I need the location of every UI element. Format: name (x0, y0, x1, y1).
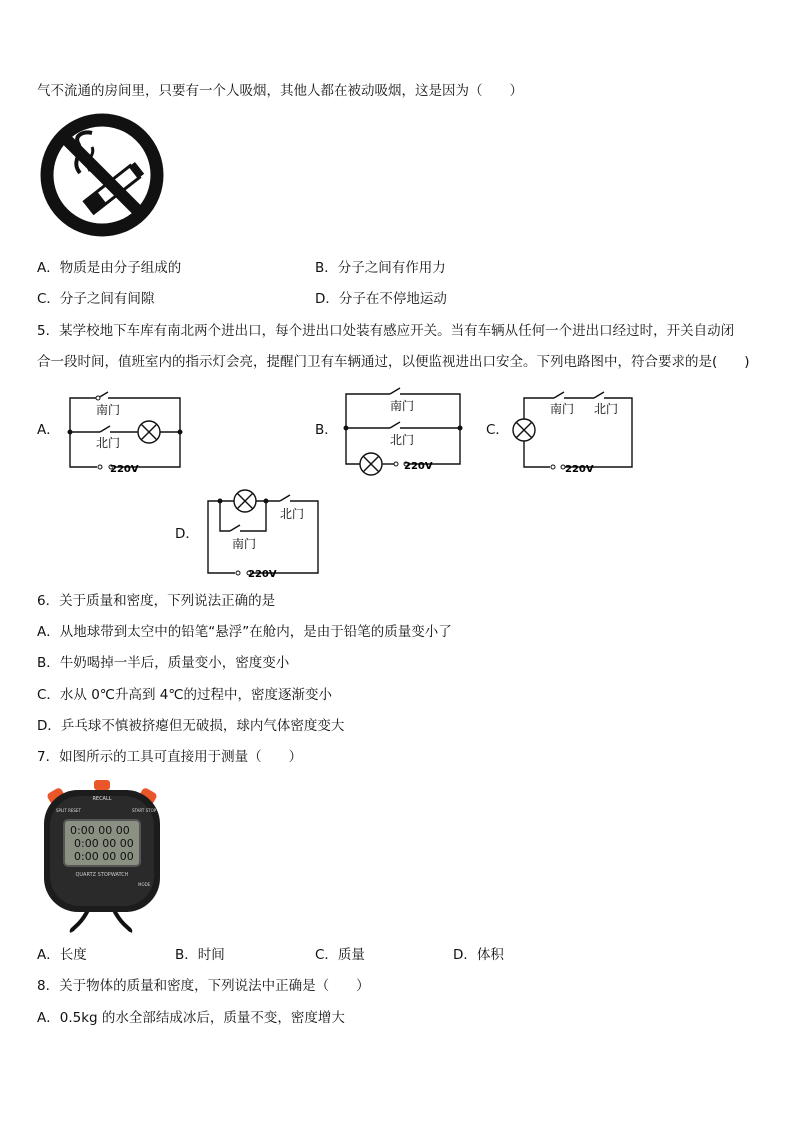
q8-stem: 8．关于物体的质量和密度，下列说法中正确是（ ） (37, 978, 370, 994)
q4-option-d[interactable]: D．分子在不停地运动 (315, 291, 447, 307)
q7-option-a[interactable]: A．长度 (37, 947, 87, 963)
q4-option-b[interactable]: B．分子之间有作用力 (315, 260, 446, 276)
svg-text:北门: 北门 (390, 433, 415, 447)
svg-text:RECALL: RECALL (92, 796, 112, 802)
voltage-label: 220V (110, 464, 139, 475)
stopwatch-icon (40, 778, 165, 933)
south-gate-label: 南门 (96, 403, 121, 417)
q6-option-c[interactable]: C．水从 0℃升高到 4℃的过程中，密度逐渐变小 (37, 687, 333, 703)
circuit-b (338, 384, 468, 476)
svg-text:北门: 北门 (594, 402, 619, 416)
q7-option-d[interactable]: D．体积 (453, 947, 504, 963)
q5-stem-line2: 合一段时间，值班室内的指示灯会亮，提醒门卫有车辆通过，以便监视进出口安全。下列电路图中，符合要求的是( ) (37, 354, 750, 370)
svg-text:QUARTZ STOPWATCH: QUARTZ STOPWATCH (75, 872, 129, 878)
q6-option-a[interactable]: A．从地球带到太空中的铅笔“悬浮”在舱内，是由于铅笔的质量变小了 (37, 624, 452, 640)
svg-text:SPLIT RESET: SPLIT RESET (56, 808, 81, 813)
svg-text:START STOP: START STOP (132, 808, 157, 813)
q5-option-a-label[interactable]: A． (37, 422, 60, 438)
q7-option-c[interactable]: C．质量 (315, 947, 365, 963)
svg-text:南门: 南门 (550, 402, 575, 416)
q6-option-d[interactable]: D．乒乓球不慎被挤瘪但无破损，球内气体密度变大 (37, 718, 345, 734)
circuit-a (62, 384, 187, 476)
svg-text:MODE: MODE (138, 882, 151, 887)
circuit-c (510, 384, 640, 476)
q4-option-a[interactable]: A．物质是由分子组成的 (37, 260, 182, 276)
north-gate-label: 北门 (96, 436, 121, 450)
q4-stem: 气不流通的房间里，只要有一个人吸烟，其他人都在被动吸烟，这是因为（ ） (37, 83, 523, 99)
q4-option-c[interactable]: C．分子之间有间隙 (37, 291, 155, 307)
stopwatch-image (40, 778, 165, 933)
q8-option-a[interactable]: A．0.5kg 的水全部结成冰后，质量不变，密度增大 (37, 1010, 345, 1026)
circuit-d (200, 485, 325, 580)
q6-stem: 6．关于质量和密度，下列说法正确的是 (37, 593, 276, 609)
q6-option-b[interactable]: B．牛奶喝掉一半后，质量变小，密度变小 (37, 655, 290, 671)
q7-option-b[interactable]: B．时间 (175, 947, 225, 963)
svg-text:0:00 00 00: 0:00 00 00 (70, 824, 130, 837)
svg-text:220V: 220V (248, 569, 277, 580)
svg-text:220V: 220V (565, 464, 594, 475)
svg-text:0:00 00 00: 0:00 00 00 (74, 837, 134, 850)
q5-stem-line1: 5．某学校地下车库有南北两个进出口，每个进出口处装有感应开关。当有车辆从任何一个进出口经过时，开关自动闭 (37, 323, 735, 339)
q5-option-b-label[interactable]: B． (315, 422, 338, 438)
q5-option-d-label[interactable]: D． (175, 526, 199, 542)
svg-text:北门: 北门 (280, 507, 305, 521)
svg-text:0:00 00 00: 0:00 00 00 (74, 850, 134, 863)
svg-text:220V: 220V (404, 461, 433, 472)
no-smoking-icon (40, 113, 164, 237)
q7-stem: 7．如图所示的工具可直接用于测量（ ） (37, 749, 303, 765)
q5-option-c-label[interactable]: C． (486, 422, 509, 438)
svg-text:南门: 南门 (390, 399, 415, 413)
svg-text:南门: 南门 (232, 537, 257, 551)
no-smoking-sign (40, 113, 164, 237)
